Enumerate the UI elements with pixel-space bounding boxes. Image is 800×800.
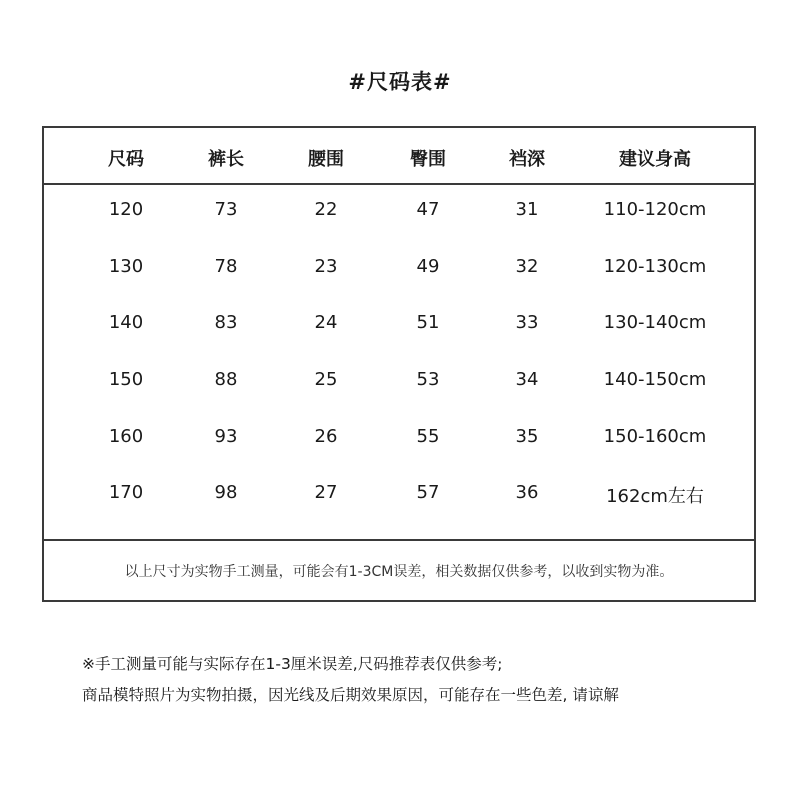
cell-waist: 22 xyxy=(314,199,338,220)
cell-size: 170 xyxy=(108,482,144,503)
footer-disclaimer-line-1: ※手工测量可能与实际存在1-3厘米误差,尺码推荐表仅供参考; xyxy=(82,655,503,673)
cell-hip: 49 xyxy=(416,256,440,277)
cell-pants-length: 78 xyxy=(214,256,238,277)
table-row xyxy=(44,412,754,468)
cell-size: 160 xyxy=(108,426,144,447)
table-row xyxy=(44,355,754,411)
table-header-row xyxy=(44,128,754,185)
cell-size: 120 xyxy=(108,199,144,220)
cell-hip: 55 xyxy=(416,426,440,447)
table-row xyxy=(44,185,754,241)
cell-recommended-height: 110-120cm xyxy=(603,199,707,220)
table-note-row xyxy=(44,539,754,602)
table-row xyxy=(44,468,754,524)
cell-pants-length: 98 xyxy=(214,482,238,503)
header-size: 尺码 xyxy=(108,149,144,170)
cell-recommended-height: 162cm左右 xyxy=(606,486,704,507)
cell-hip: 51 xyxy=(416,312,440,333)
page-title: #尺码表# xyxy=(348,70,452,94)
cell-recommended-height: 120-130cm xyxy=(603,256,707,277)
table-row xyxy=(44,242,754,298)
cell-rise: 36 xyxy=(515,482,539,503)
cell-recommended-height: 140-150cm xyxy=(603,369,707,390)
cell-rise: 32 xyxy=(515,256,539,277)
cell-size: 140 xyxy=(108,312,144,333)
cell-hip: 57 xyxy=(416,482,440,503)
cell-rise: 35 xyxy=(515,426,539,447)
cell-pants-length: 93 xyxy=(214,426,238,447)
cell-pants-length: 88 xyxy=(214,369,238,390)
cell-hip: 53 xyxy=(416,369,440,390)
cell-waist: 26 xyxy=(314,426,338,447)
cell-recommended-height: 130-140cm xyxy=(603,312,707,333)
header-rise: 裆深 xyxy=(509,149,545,170)
header-hip: 臀围 xyxy=(410,149,446,170)
cell-rise: 31 xyxy=(515,199,539,220)
cell-waist: 24 xyxy=(314,312,338,333)
header-pants-length: 裤长 xyxy=(208,149,244,170)
cell-size: 150 xyxy=(108,369,144,390)
header-recommended-height: 建议身高 xyxy=(619,149,691,170)
cell-rise: 33 xyxy=(515,312,539,333)
footer-disclaimer-line-2: 商品模特照片为实物拍摄，因光线及后期效果原因，可能存在一些色差, 请谅解 xyxy=(82,686,619,704)
cell-recommended-height: 150-160cm xyxy=(603,426,707,447)
cell-waist: 23 xyxy=(314,256,338,277)
cell-rise: 34 xyxy=(515,369,539,390)
size-chart-table xyxy=(42,126,756,602)
cell-pants-length: 73 xyxy=(214,199,238,220)
cell-hip: 47 xyxy=(416,199,440,220)
cell-waist: 27 xyxy=(314,482,338,503)
table-row xyxy=(44,298,754,354)
cell-pants-length: 83 xyxy=(214,312,238,333)
cell-size: 130 xyxy=(108,256,144,277)
cell-waist: 25 xyxy=(314,369,338,390)
header-waist: 腰围 xyxy=(308,149,344,170)
measurement-note: 以上尺寸为实物手工测量，可能会有1-3CM误差，相关数据仅供参考，以收到实物为准。 xyxy=(124,564,674,580)
